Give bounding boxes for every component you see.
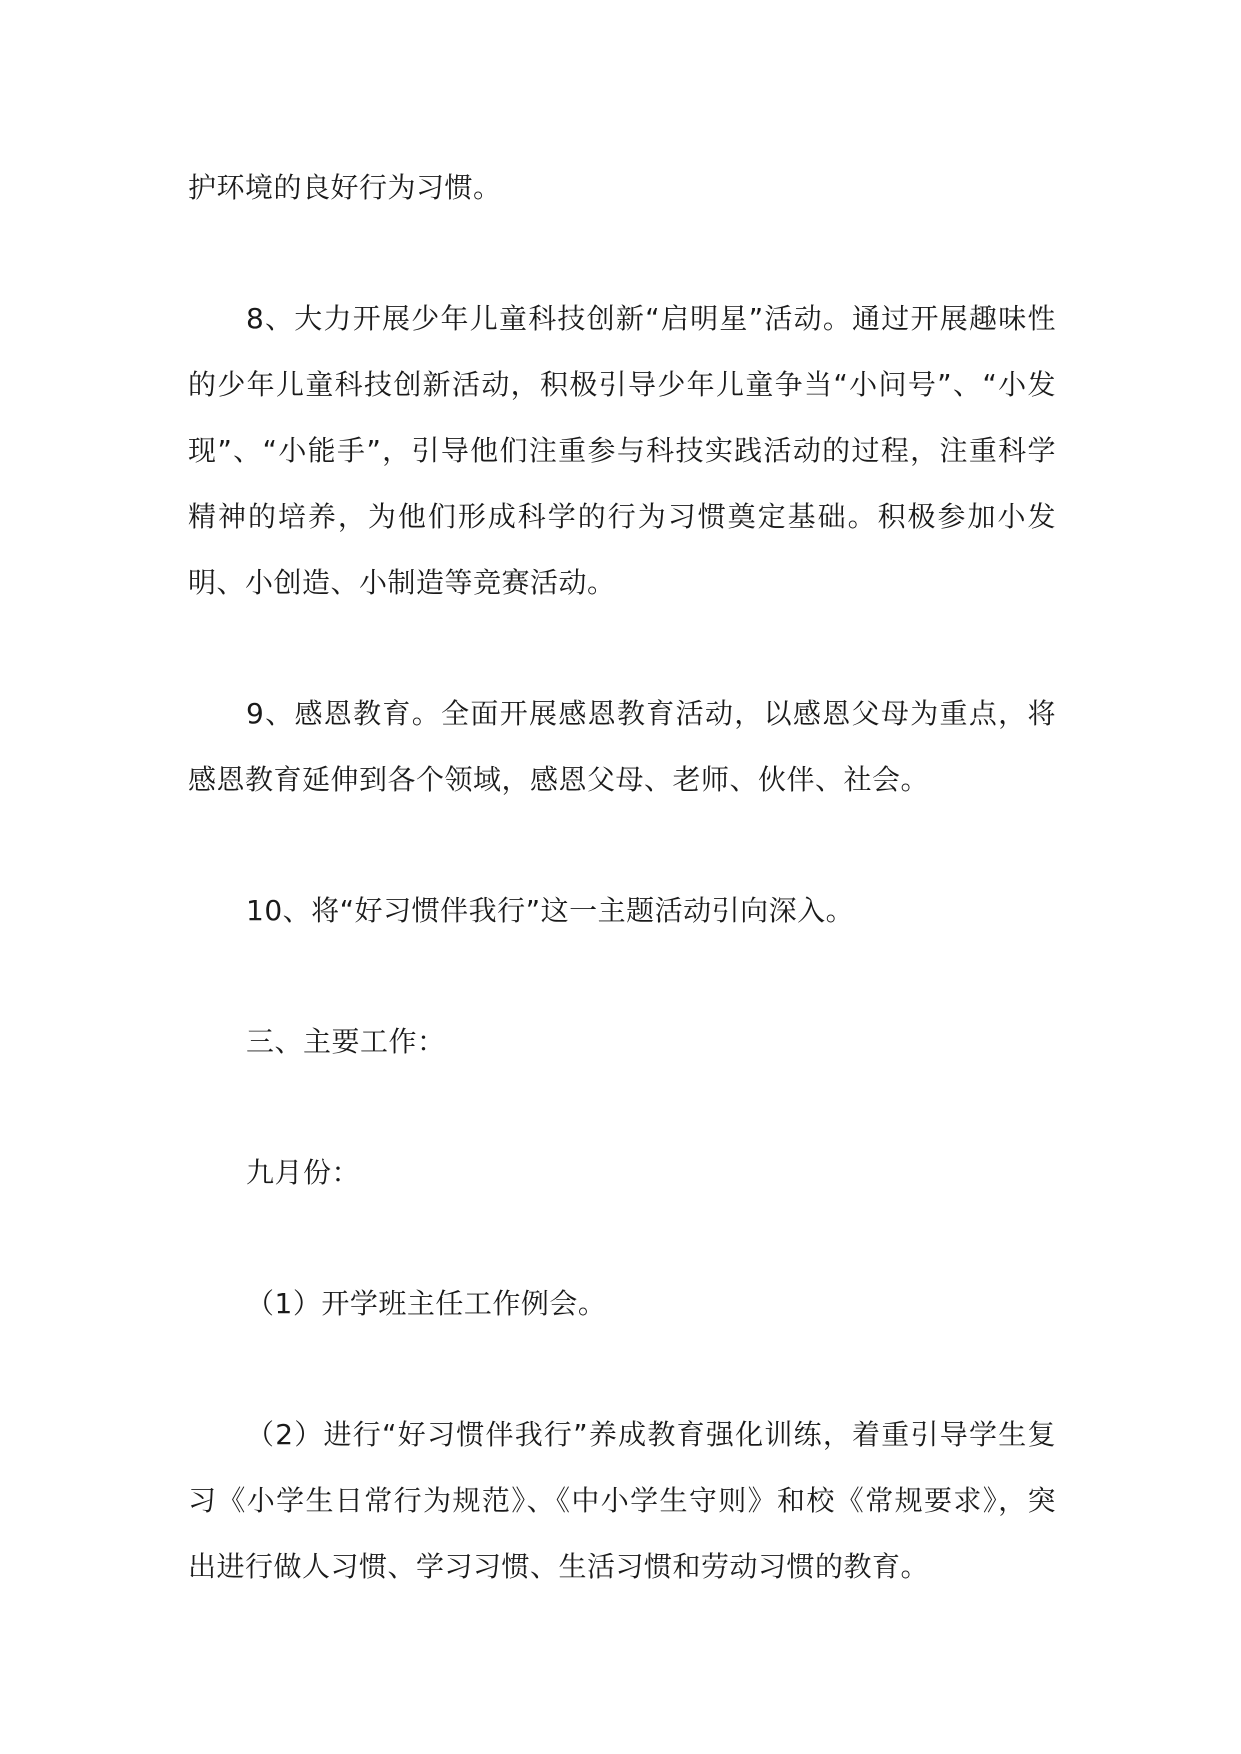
document-body bbox=[188, 155, 1056, 1600]
paragraph-continuation: 护环境的良好行为习惯。 bbox=[188, 171, 502, 204]
paragraph-gap bbox=[188, 616, 1056, 681]
month-heading: 九月份： bbox=[246, 1156, 361, 1189]
paragraph-gap bbox=[188, 1337, 1056, 1402]
paragraph-gap bbox=[188, 221, 1056, 286]
paragraph-gap bbox=[188, 813, 1056, 878]
paragraph-item-10: 10、将“好习惯伴我行”这一主题活动引向深入。 bbox=[246, 894, 855, 927]
paragraph-item-8: 8、大力开展少年儿童科技创新“启明星”活动。通过开展趣味性的少年儿童科技创新活动，积极引导少年儿童争当“小问号”、“小发现”、“小能手”，引导他们注重参与科技实践活动的过程，注重科学精神的培养，为他们形成科学的行为习惯奠定基础。积极参加小发明、小创造、小制造等竞赛活动。 bbox=[188, 302, 1056, 599]
paragraph-gap bbox=[188, 944, 1056, 1009]
section-heading: 三、主要工作： bbox=[246, 1025, 446, 1058]
task-item-1: （1）开学班主任工作例会。 bbox=[246, 1287, 607, 1320]
paragraph-item-9: 9、感恩教育。全面开展感恩教育活动，以感恩父母为重点，将感恩教育延伸到各个领域，感恩父母、老师、伙伴、社会。 bbox=[188, 697, 1056, 796]
paragraph-gap bbox=[188, 1206, 1056, 1271]
task-item-2: （2）进行“好习惯伴我行”养成教育强化训练，着重引导学生复习《小学生日常行为规范》、《中小学生守则》和校《常规要求》，突出进行做人习惯、学习习惯、生活习惯和劳动习惯的教育。 bbox=[188, 1418, 1056, 1583]
paragraph-gap bbox=[188, 1075, 1056, 1140]
